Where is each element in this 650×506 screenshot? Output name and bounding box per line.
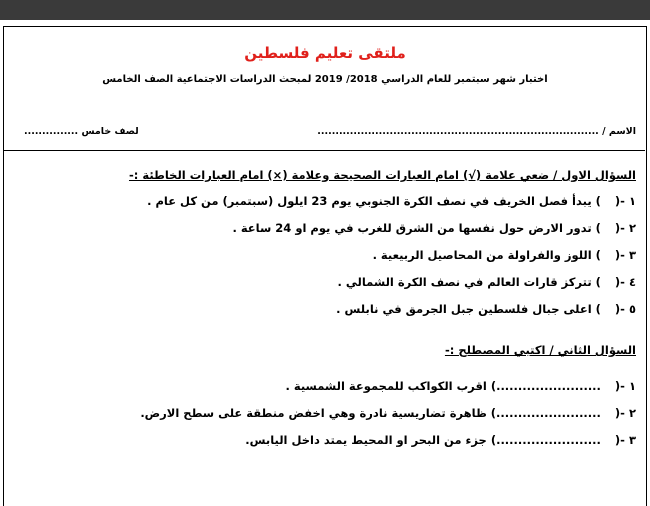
item-text: ........................) ظاهرة تضاريسية نادرة وهي اخفض منطقة على سطح الارض.: [140, 406, 601, 420]
question-2-item: [285, 379, 636, 393]
question-2-item: [245, 433, 636, 447]
item-text: ) يبدأ فصل الخريف في نصف الكرة الجنوبي يوم 23 ايلول (سبتمبر) من كل عام .: [147, 194, 601, 208]
item-text: ) اعلى جبال فلسطين جبل الجرمق في نابلس .: [336, 302, 601, 316]
question-1-item: [336, 302, 636, 316]
question-1-item: [147, 194, 636, 208]
item-number: ٤ -(: [614, 275, 636, 289]
window-top-bar: [0, 0, 650, 20]
item-text: ........................) اقرب الكواكب للمجموعة الشمسية .: [285, 379, 601, 393]
section-divider: [4, 150, 645, 151]
item-number: ٥ -(: [614, 302, 636, 316]
question-2-item: [140, 406, 636, 420]
item-text: ) تتركز قارات العالم في نصف الكرة الشمالي .: [337, 275, 601, 289]
item-number: ٢ -(: [614, 406, 636, 420]
question-2-heading: السؤال الثاني / اكتبي المصطلح :-: [444, 343, 636, 357]
question-1-item: [373, 248, 636, 262]
item-number: ١ -(: [614, 194, 636, 208]
item-text: ) اللوز والفراولة من المحاصيل الربيعية .: [372, 248, 601, 262]
item-text: ........................) جزء من البحر او المحيط يمتد داخل اليابس.: [245, 433, 601, 447]
item-number: ١ -(: [614, 379, 636, 393]
exam-subtitle: اختبار شهر سبتمبر للعام الدراسي 2018/ 2019 لمبحث الدراسات الاجتماعية الصف الخامس: [102, 74, 548, 85]
item-number: ٢ -(: [614, 221, 636, 235]
student-name-field: الاسم / ..............................................................................: [317, 126, 636, 137]
question-1-heading: السؤال الاول / ضعي علامة (√) امام العبارات الصحيحة وعلامة (×) امام العبارات الخاطئة :-: [128, 168, 636, 182]
item-text: ) تدور الارض حول نفسها من الشرق للغرب في يوم او 24 ساعة .: [232, 221, 601, 235]
class-field: لصف خامس ...............: [24, 126, 139, 137]
question-1-item: [338, 275, 636, 289]
question-1-item: [232, 221, 636, 235]
item-number: ٣ -(: [614, 248, 636, 262]
page-title: ملتقى تعليم فلسطين: [244, 44, 406, 62]
item-number: ٣ -(: [614, 433, 636, 447]
